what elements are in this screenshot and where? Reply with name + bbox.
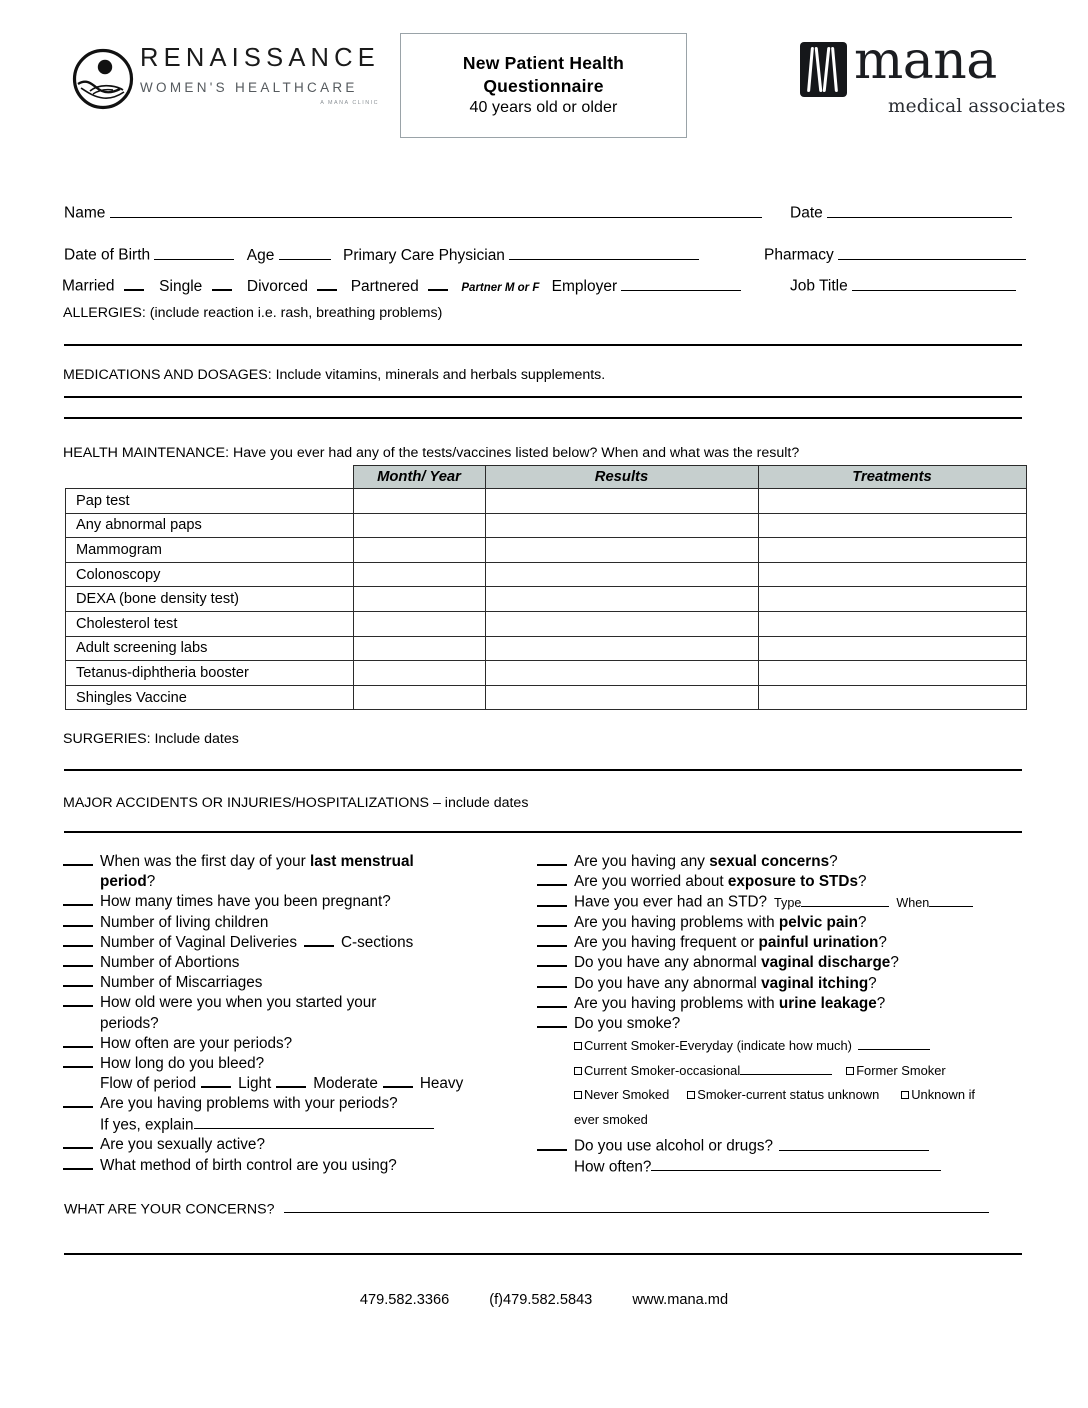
dob-label: Date of Birth (64, 246, 151, 264)
question-if-yes-explain (63, 1115, 533, 1136)
q-text-end: ? (857, 873, 867, 891)
table-header-results: Results (485, 466, 758, 489)
q-text: Are you sexually active? (100, 1136, 265, 1154)
checkbox-smoker-status-unknown[interactable] (687, 1091, 695, 1099)
checkbox-unknown-if-ever-smoked[interactable] (901, 1091, 909, 1099)
concerns-label: WHAT ARE YOUR CONCERNS? (64, 1201, 275, 1218)
table-row (66, 587, 1027, 612)
smoke-opt4-label: Never Smoked (584, 1087, 670, 1103)
flow-moderate-label: Moderate (313, 1075, 378, 1093)
q-text-bold: exposure to STDs (727, 873, 858, 891)
smoke-option-row-2 (574, 1059, 1032, 1084)
table-row (66, 611, 1027, 636)
alcohol-drugs-input[interactable] (779, 1136, 929, 1150)
pcp-input[interactable] (509, 245, 699, 260)
surgeries-write-line[interactable] (64, 769, 1022, 771)
table-row (66, 538, 1027, 563)
footer-website: www.mana.md (632, 1292, 729, 1308)
how-often-input[interactable] (651, 1157, 941, 1171)
explain-input[interactable] (194, 1115, 434, 1129)
q-text: Number of Vaginal Deliveries (100, 933, 297, 951)
concerns-write-line[interactable] (64, 1253, 1022, 1255)
question-living-children (63, 913, 533, 933)
answer-blank[interactable] (63, 1036, 93, 1047)
question-vaginal-discharge (537, 953, 1032, 973)
checkbox-current-smoker-occasional[interactable] (574, 1067, 582, 1075)
single-label: Single (159, 277, 203, 295)
concerns-row (64, 1200, 989, 1217)
cell-results[interactable] (485, 611, 758, 636)
q-text-end: ? (878, 934, 887, 952)
job-title-label: Job Title (790, 277, 848, 295)
checkbox-current-smoker-everyday[interactable] (574, 1042, 582, 1050)
married-label: Married (62, 277, 115, 295)
smoke-occasional-input[interactable] (740, 1062, 832, 1074)
q-text-bold: sexual concerns (709, 853, 830, 870)
q-text-bold: urine leakage (778, 994, 877, 1012)
answer-blank[interactable] (537, 936, 567, 947)
form-title-line1: New Patient Health (462, 53, 625, 74)
date-field-row (790, 203, 1012, 221)
smoke-option-row-1 (574, 1034, 1032, 1059)
q-text-end: ? (876, 994, 886, 1012)
answer-blank[interactable] (537, 895, 567, 906)
cell-treatments[interactable] (758, 562, 1026, 587)
q-text-bold: pelvic pain (778, 914, 858, 932)
answer-blank[interactable] (537, 875, 567, 886)
footer-phone: 479.582.3366 (359, 1292, 450, 1308)
flow-moderate-blank[interactable] (276, 1077, 306, 1088)
q-text-bold: vaginal discharge (761, 954, 891, 972)
std-when-label: When (896, 895, 930, 910)
name-label: Name (64, 204, 106, 222)
single-checkbox[interactable] (212, 280, 232, 291)
footer-fax: (f)479.582.5843 (489, 1292, 593, 1308)
question-how-often (537, 1157, 1032, 1178)
cell-month-year[interactable] (353, 685, 485, 710)
table-row (66, 562, 1027, 587)
date-label: Date (790, 204, 823, 222)
q-text: If yes, explain (100, 1116, 194, 1134)
row-label-pap-test: Pap test (66, 489, 354, 514)
cell-results[interactable] (485, 513, 758, 538)
question-period-problems (63, 1094, 533, 1114)
flow-heavy-blank[interactable] (383, 1077, 413, 1088)
smoke-opt5-label: Smoker-current status unknown (697, 1087, 880, 1103)
smoke-option-row-3 (574, 1083, 1032, 1108)
q-text: What method of birth control are you using? (100, 1156, 397, 1174)
form-title-box (400, 33, 687, 138)
page-header (0, 0, 1088, 150)
q-text: Number of living children (100, 913, 269, 931)
answer-blank[interactable] (537, 976, 567, 987)
name-field-row (64, 203, 762, 221)
cell-month-year[interactable] (353, 489, 485, 514)
table-row (66, 685, 1027, 710)
q-text-end: ? (890, 954, 899, 972)
job-title-row (790, 276, 1016, 294)
cell-month-year[interactable] (353, 636, 485, 661)
q-text: How old were you when you started your (100, 994, 377, 1012)
question-age-periods-started (63, 993, 533, 1033)
accidents-heading: MAJOR ACCIDENTS OR INJURIES/HOSPITALIZATIONS – include dates (63, 795, 529, 811)
cell-treatments[interactable] (758, 489, 1026, 514)
smoke-opt6b-label: ever smoked (574, 1111, 648, 1127)
question-period-frequency (63, 1034, 533, 1054)
form-title-line2: Questionnaire (483, 75, 604, 96)
question-exposure-stds (537, 872, 1032, 892)
q-text-csections: C-sections (340, 933, 414, 951)
cell-month-year[interactable] (353, 661, 485, 686)
table-row (66, 513, 1027, 538)
cell-results[interactable] (485, 489, 758, 514)
q-text: Flow of period (100, 1075, 197, 1093)
q-text: Are you having problems with (574, 994, 779, 1012)
cell-treatments[interactable] (758, 538, 1026, 563)
q-text-bold: vaginal itching (761, 974, 869, 992)
cell-month-year[interactable] (353, 538, 485, 563)
question-abortions (63, 953, 533, 973)
answer-blank[interactable] (63, 895, 93, 906)
cell-treatments[interactable] (758, 513, 1026, 538)
answer-blank[interactable] (63, 976, 93, 987)
renaissance-logo (72, 44, 382, 124)
answer-blank-csections[interactable] (304, 935, 334, 946)
married-checkbox[interactable] (124, 280, 144, 291)
cell-treatments[interactable] (758, 685, 1026, 710)
mana-logo (800, 31, 1066, 118)
smoking-status-options (537, 1034, 1032, 1132)
partnered-checkbox[interactable] (428, 280, 448, 291)
answer-blank[interactable] (63, 996, 93, 1007)
q-text-bold2: period (100, 873, 147, 891)
health-maintenance-table (65, 465, 1027, 710)
cell-month-year[interactable] (353, 611, 485, 636)
answer-blank[interactable] (537, 1139, 567, 1150)
renaissance-wordmark: RENAISSANCE (140, 44, 380, 72)
page-footer (0, 1292, 1088, 1308)
cell-results[interactable] (485, 685, 758, 710)
cell-month-year[interactable] (353, 587, 485, 612)
cell-treatments[interactable] (758, 587, 1026, 612)
table-header-month-year: Month/ Year (353, 466, 485, 489)
q-text: How long do you bleed? (100, 1055, 265, 1073)
row-label-colonoscopy: Colonoscopy (66, 562, 354, 587)
row-label-any-abnormal-paps: Any abnormal paps (66, 513, 354, 538)
question-alcohol-drugs (537, 1136, 1032, 1157)
spacer (63, 1120, 93, 1129)
flow-light-blank[interactable] (201, 1077, 231, 1088)
cell-results[interactable] (485, 538, 758, 563)
row-label-shingles-vaccine: Shingles Vaccine (66, 685, 354, 710)
question-bleed-duration (63, 1054, 533, 1074)
q-text-end: ? (857, 914, 867, 932)
cell-month-year[interactable] (353, 562, 485, 587)
question-flow-of-period (63, 1074, 533, 1094)
allergies-heading: ALLERGIES: (include reaction i.e. rash, breathing problems) (63, 305, 443, 321)
q-text: Number of Miscarriages (100, 974, 263, 992)
row-label-tetanus-diphtheria-booster: Tetanus-diphtheria booster (66, 661, 354, 686)
cell-treatments[interactable] (758, 661, 1026, 686)
answer-blank[interactable] (537, 1017, 567, 1028)
question-painful-urination (537, 933, 1032, 953)
cell-results[interactable] (485, 636, 758, 661)
answer-blank[interactable] (63, 956, 93, 967)
q-text-end: ? (868, 974, 877, 992)
question-miscarriages (63, 973, 533, 993)
smoke-opt3-label: Former Smoker (856, 1062, 946, 1078)
std-type-input[interactable] (801, 892, 889, 906)
q-text: Are you having problems with (574, 914, 779, 932)
question-ever-had-std (537, 892, 1032, 913)
q-text: Are you having any (574, 853, 710, 870)
renaissance-tagline: WOMEN'S HEALTHCARE (140, 79, 358, 95)
q-text: Do you smoke? (574, 1015, 681, 1033)
answer-blank[interactable] (537, 956, 567, 967)
answer-blank[interactable] (537, 855, 567, 866)
renaissance-emblem-icon (72, 48, 134, 110)
partnered-label: Partnered (350, 277, 419, 295)
pharmacy-input[interactable] (838, 245, 1026, 260)
q-text: Do you have any abnormal (574, 974, 762, 992)
cell-month-year[interactable] (353, 513, 485, 538)
table-row (66, 661, 1027, 686)
table-header-row (66, 466, 1027, 489)
cell-results[interactable] (485, 562, 758, 587)
pcp-label: Primary Care Physician (343, 246, 505, 264)
medications-write-line-1[interactable] (64, 396, 1022, 398)
q-text: How many times have you been pregnant? (100, 893, 391, 911)
employer-input[interactable] (621, 276, 741, 291)
form-title-line3: 40 years old or older (469, 99, 618, 117)
q-text: Are you having frequent or (574, 934, 759, 952)
answer-blank[interactable] (537, 996, 567, 1007)
answer-blank[interactable] (63, 1057, 93, 1068)
q-text-end: ? (829, 853, 838, 870)
row-label-adult-screening-labs: Adult screening labs (66, 636, 354, 661)
cell-treatments[interactable] (758, 636, 1026, 661)
row-label-cholesterol-test: Cholesterol test (66, 611, 354, 636)
date-input[interactable] (827, 203, 1012, 218)
q-text: Have you ever had an STD? (574, 893, 768, 911)
question-pelvic-pain (537, 913, 1032, 933)
cell-results[interactable] (485, 587, 758, 612)
answer-blank[interactable] (63, 935, 93, 946)
answer-blank[interactable] (63, 1158, 93, 1169)
medications-write-line-2[interactable] (64, 417, 1022, 419)
question-do-you-smoke (537, 1014, 1032, 1034)
q-text: How often are your periods? (100, 1034, 293, 1052)
allergies-write-line[interactable] (64, 344, 1022, 346)
divorced-label: Divorced (246, 277, 309, 295)
q-text-bold: last menstrual (310, 853, 414, 870)
question-vaginal-itching (537, 974, 1032, 994)
std-type-label: Type (774, 895, 802, 910)
q-text: How often? (574, 1158, 652, 1176)
table-row (66, 489, 1027, 514)
questions-left-column (63, 852, 533, 1176)
table-header-treatments: Treatments (758, 466, 1026, 489)
q-text: Are you worried about (574, 873, 728, 891)
pharmacy-row (764, 245, 1026, 263)
mana-emblem-icon (800, 42, 847, 97)
smoke-amount-input[interactable] (858, 1038, 930, 1050)
std-when-input[interactable] (929, 892, 973, 906)
q-text: Do you have any abnormal (574, 954, 762, 972)
accidents-write-line[interactable] (64, 831, 1022, 833)
flow-heavy-label: Heavy (419, 1075, 464, 1093)
surgeries-heading: SURGERIES: Include dates (63, 731, 239, 747)
row-label-dexa: DEXA (bone density test) (66, 587, 354, 612)
q-text: Are you having problems with your periods? (100, 1095, 398, 1113)
question-last-menstrual-period (63, 852, 533, 892)
job-title-input[interactable] (852, 276, 1016, 291)
question-sexually-active (63, 1135, 533, 1155)
q-text-bold: painful urination (758, 934, 879, 952)
question-times-pregnant (63, 892, 533, 912)
mana-wordmark: mana (854, 31, 997, 91)
smoke-opt6-label: Unknown if (911, 1087, 976, 1103)
q-text-cont: periods? (100, 1014, 159, 1032)
cell-treatments[interactable] (758, 611, 1026, 636)
q-text-end: ? (146, 873, 156, 891)
flow-light-label: Light (238, 1075, 272, 1093)
checkbox-never-smoked[interactable] (574, 1091, 582, 1099)
divorced-checkbox[interactable] (317, 280, 337, 291)
answer-blank[interactable] (63, 1097, 93, 1108)
smoke-opt2-label: Current Smoker-occasional (584, 1062, 741, 1078)
q-text: When was the first day of your (100, 853, 310, 870)
marital-status-row (62, 276, 741, 294)
row-label-mammogram: Mammogram (66, 538, 354, 563)
question-urine-leakage (537, 994, 1032, 1014)
spacer (63, 1079, 93, 1088)
spacer (537, 1162, 567, 1171)
question-birth-control-method (63, 1156, 533, 1176)
dob-input[interactable] (154, 245, 234, 260)
pharmacy-label: Pharmacy (764, 246, 834, 264)
medications-heading: MEDICATIONS AND DOSAGES: Include vitamins, minerals and herbals supplements. (63, 367, 606, 383)
answer-blank[interactable] (537, 916, 567, 927)
age-label: Age (246, 246, 275, 264)
question-sexual-concerns (537, 852, 1032, 872)
smoke-option-row-4 (574, 1108, 1032, 1133)
mana-tagline: medical associates (888, 96, 1066, 117)
dob-row (64, 245, 699, 263)
renaissance-clinic-note: A MANA CLINIC (320, 100, 379, 106)
table-row (66, 636, 1027, 661)
q-text: Do you use alcohol or drugs? (574, 1137, 773, 1155)
q-text: Number of Abortions (100, 954, 240, 972)
answer-blank[interactable] (63, 1138, 93, 1149)
age-input[interactable] (279, 245, 331, 260)
partner-mf-label: Partner M or F (461, 281, 540, 294)
name-input[interactable] (110, 203, 762, 218)
employer-label: Employer (551, 277, 618, 295)
checkbox-former-smoker[interactable] (846, 1067, 854, 1075)
health-maintenance-heading: HEALTH MAINTENANCE: Have you ever had any of the tests/vaccines listed below? When and what was the result? (63, 445, 800, 461)
answer-blank[interactable] (63, 915, 93, 926)
answer-blank[interactable] (63, 855, 93, 866)
table-header-corner (66, 466, 354, 489)
questions-right-column (537, 852, 1032, 1178)
question-vaginal-deliveries (63, 933, 533, 953)
cell-results[interactable] (485, 661, 758, 686)
concerns-input[interactable] (284, 1200, 989, 1213)
smoke-opt1-label: Current Smoker-Everyday (indicate how much) (584, 1038, 852, 1054)
